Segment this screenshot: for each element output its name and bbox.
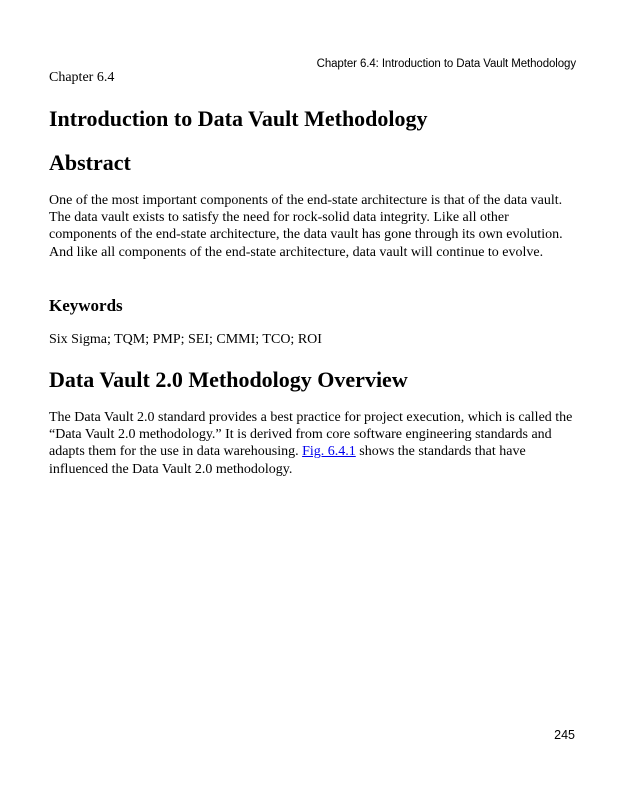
overview-heading: Data Vault 2.0 Methodology Overview [49, 367, 408, 392]
abstract-heading: Abstract [49, 150, 131, 175]
keywords-heading: Keywords [49, 296, 123, 315]
chapter-title: Introduction to Data Vault Methodology [49, 106, 428, 131]
chapter-label: Chapter 6.4 [49, 70, 115, 85]
abstract-paragraph: One of the most important components of the end-state architecture is that of the data vault. The data vault exists to satisfy the need for rock-solid data integrity. Like all other components of the end-state architecture, the data vault has gone through its own evolution. And like all components of the end-state architecture, data vault will continue to evolve. [49, 193, 563, 260]
overview-paragraph [49, 409, 579, 478]
page-number: 245 [554, 728, 575, 742]
running-header: Chapter 6.4: Introduction to Data Vault Methodology [316, 58, 576, 70]
figure-link[interactable]: Fig. 6.4.1 [302, 444, 356, 460]
keywords-list: Six Sigma; TQM; PMP; SEI; CMMI; TCO; ROI [49, 332, 322, 347]
overview-text-before-link: The Data Vault 2.0 standard provides a best practice for project execution, which is called the “Data Vault 2.0 methodology.” It is derived from core software engineering standards and adapts them for the use in data warehousing. [49, 410, 573, 460]
overview-text-after-link: shows the standards that have influenced the Data Vault 2.0 methodology. [49, 444, 526, 477]
